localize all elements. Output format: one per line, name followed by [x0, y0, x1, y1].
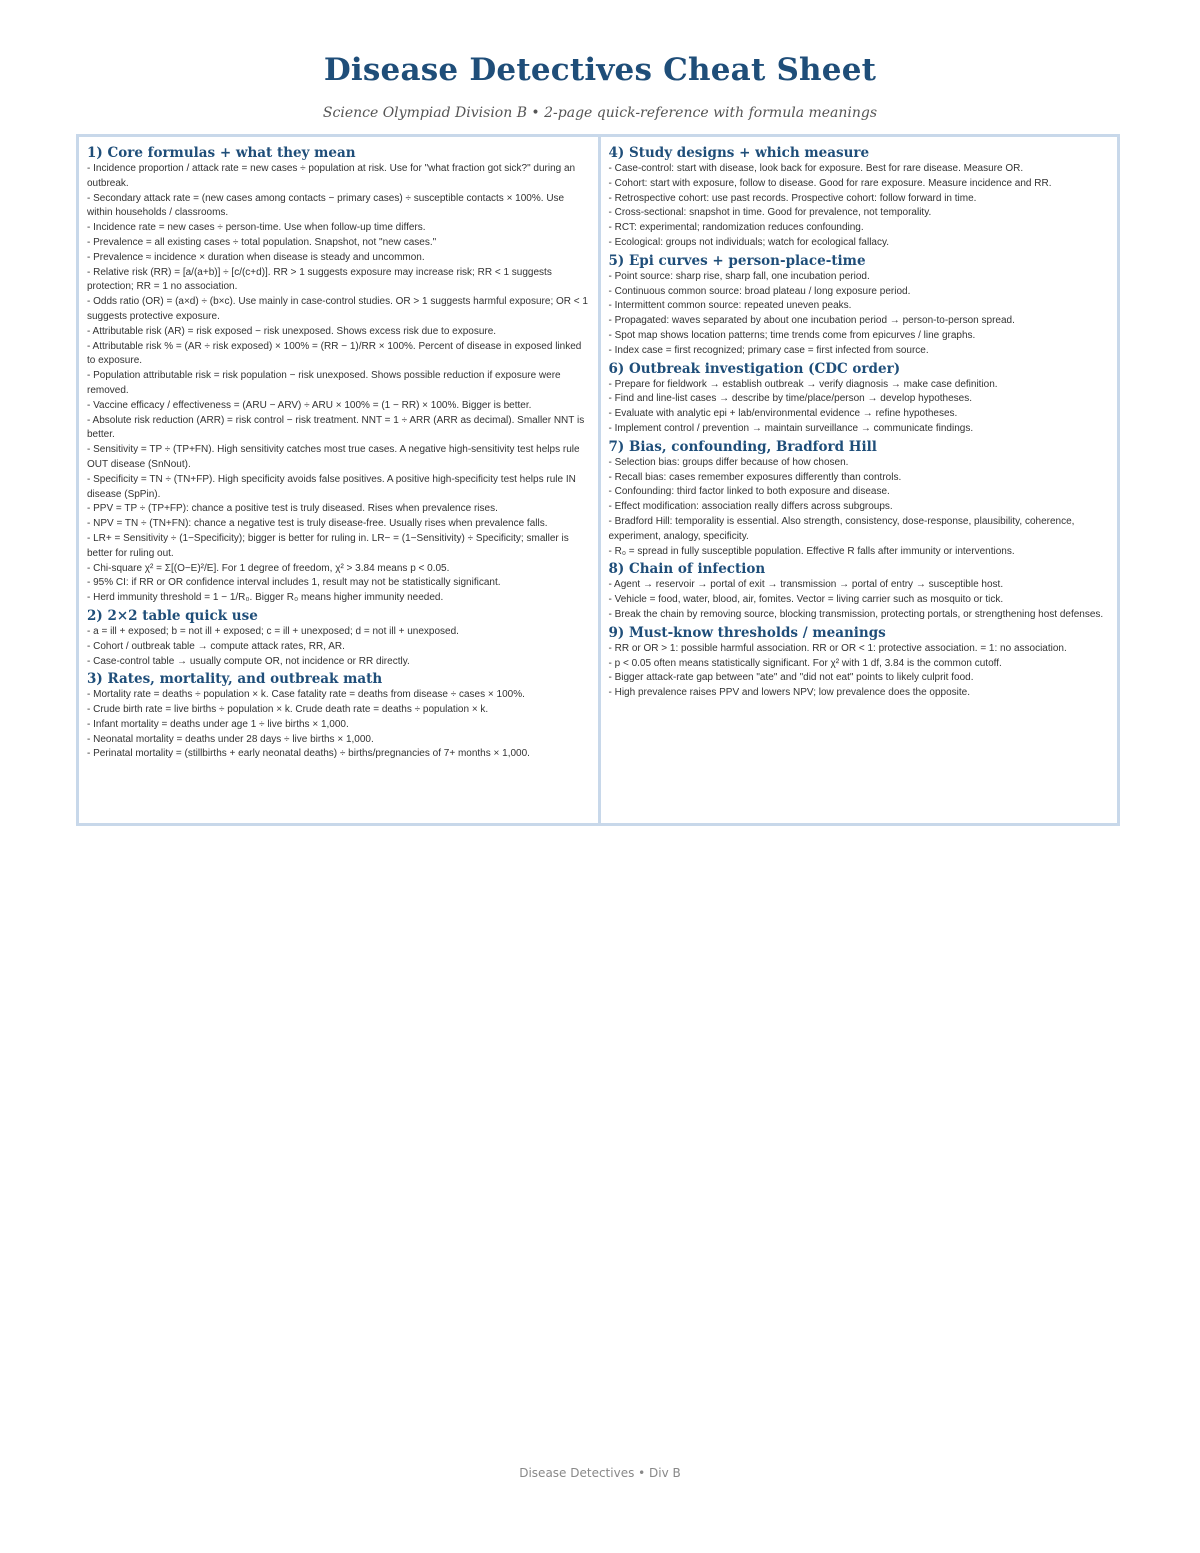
section-list — [609, 456, 1109, 560]
list-item: - Continuous common source: broad plateau / long exposure period. — [608, 285, 911, 297]
list-item: - Agent → reservoir → portal of exit → transmission → portal of entry → susceptible host. — [608, 579, 1004, 591]
list-item: - Find and line-list cases → describe by time/place/person → develop hypotheses. — [608, 393, 973, 405]
section-heading: 3) Rates, mortality, and outbreak math — [87, 671, 383, 688]
section — [609, 438, 1109, 560]
section-heading: 8) Chain of infection — [608, 561, 766, 578]
list-item: - Selection bias: groups differ because of how chosen. — [608, 456, 849, 468]
left-column — [79, 137, 601, 823]
list-item: - Secondary attack rate = (new cases among contacts − primary cases) ÷ susceptible contacts × 100%. Use within households / classrooms. — [87, 192, 565, 219]
list-item: - Retrospective cohort: use past records. Prospective cohort: follow forward in time. — [608, 192, 977, 204]
list-item: - R₀ = spread in fully susceptible population. Effective R falls after immunity or interventions. — [608, 545, 1015, 557]
section — [87, 144, 589, 606]
list-item: - RCT: experimental; randomization reduces confounding. — [608, 222, 864, 234]
page-footer: Disease Detectives • Div B — [519, 1466, 681, 1480]
section-list — [609, 642, 1109, 701]
section-heading: 5) Epi curves + person-place-time — [608, 252, 866, 269]
list-item: - Spot map shows location patterns; time trends come from epicurves / line graphs. — [608, 329, 976, 341]
section — [87, 607, 589, 669]
list-item: - Prevalence ≈ incidence × duration when disease is steady and uncommon. — [87, 251, 425, 263]
list-item: - Specificity = TN ÷ (TN+FP). High specificity avoids false positives. A positive high-specificity test helps rule IN disease (SpPin). — [87, 473, 576, 500]
list-item: - Perinatal mortality = (stillbirths + early neonatal deaths) ÷ births/pregnancies of 7+ months × 1,000. — [87, 748, 530, 760]
list-item: - Vaccine efficacy / effectiveness = (ARU − ARV) ÷ ARU × 100% = (1 − RR) × 100%. Bigger is better. — [87, 399, 532, 411]
list-item: - Chi-square χ² = Σ[(O−E)²/E]. For 1 degree of freedom, χ² > 3.84 means p < 0.05. — [87, 562, 450, 574]
list-item: - Case-control: start with disease, look back for exposure. Best for rare disease. Measure OR. — [608, 163, 1024, 174]
list-item: - Point source: sharp rise, sharp fall, one incubation period. — [608, 270, 870, 282]
list-item: - Incidence rate = new cases ÷ person-time. Use when follow-up time differs. — [87, 222, 426, 234]
list-item: - Propagated: waves separated by about one incubation period → person-to-person spread. — [608, 315, 1015, 327]
list-item: - Prevalence = all existing cases ÷ total population. Snapshot, not "new cases." — [87, 236, 437, 248]
section-list — [609, 270, 1109, 359]
list-item: - Absolute risk reduction (ARR) = risk control − risk treatment. NNT = 1 ÷ ARR (ARR as decimal). Smaller NNT is better. — [87, 414, 585, 441]
list-item: - Odds ratio (OR) = (a×d) ÷ (b×c). Use mainly in case-control studies. OR > 1 suggests harmful exposure; OR < 1 suggests protective exposure. — [87, 296, 588, 322]
list-item: - Cohort / outbreak table → compute attack rates, RR, AR. — [87, 640, 345, 652]
page-title: Disease Detectives Cheat Sheet — [323, 52, 877, 88]
section-heading: 2) 2×2 table quick use — [87, 607, 258, 624]
list-item: - Mortality rate = deaths ÷ population × k. Case fatality rate = deaths from disease ÷ cases × 100%. — [87, 689, 525, 701]
list-item: - Evaluate with analytic epi + lab/environmental evidence → refine hypotheses. — [608, 408, 958, 420]
list-item: - Bigger attack-rate gap between "ate" and "did not eat" points to likely culprit food. — [608, 672, 974, 684]
list-item: - Effect modification: association really differs across subgroups. — [608, 501, 893, 513]
section-heading: 9) Must-know thresholds / meanings — [608, 624, 886, 641]
list-item: - Sensitivity = TP ÷ (TP+FN). High sensitivity catches most true cases. A negative high-sensitivity test helps rule OUT disease (SnNout). — [87, 444, 580, 470]
list-item: - Vehicle = food, water, blood, air, fomites. Vector = living carrier such as mosquito or tick. — [608, 594, 1004, 606]
section-heading: 7) Bias, confounding, Bradford Hill — [608, 438, 877, 455]
right-column — [601, 137, 1118, 823]
list-item: - Implement control / prevention → maintain surveillance → communicate findings. — [608, 422, 974, 434]
list-item: - Relative risk (RR) = [a/(a+b)] ÷ [c/(c+d)]. RR > 1 suggests exposure may increase risk; RR < 1 suggests protection; RR = 1 no association. — [87, 266, 552, 293]
list-item: - NPV = TN ÷ (TN+FN): chance a negative test is truly disease-free. Usually rises when prevalence falls. — [87, 518, 548, 530]
section — [609, 360, 1109, 437]
list-item: - Ecological: groups not individuals; watch for ecological fallacy. — [608, 236, 890, 248]
list-item: - PPV = TP ÷ (TP+FP): chance a positive test is truly diseased. Rises when prevalence rises. — [87, 503, 498, 515]
list-item: - High prevalence raises PPV and lowers NPV; low prevalence does the opposite. — [608, 687, 970, 699]
list-item: - Cohort: start with exposure, follow to disease. Good for rare exposure. Measure incidence and RR. — [608, 177, 1052, 189]
section — [609, 560, 1109, 622]
section-heading: 1) Core formulas + what they mean — [87, 145, 356, 161]
list-item: - Intermittent common source: repeated uneven peaks. — [608, 300, 852, 312]
section-list — [609, 378, 1109, 437]
list-item: - Population attributable risk = risk population − risk unexposed. Shows possible reduction if exposure were removed. — [87, 370, 561, 396]
page-subtitle: Science Olympiad Division B • 2-page quick-reference with formula meanings — [322, 105, 878, 121]
list-item: - Recall bias: cases remember exposures differently than controls. — [608, 471, 902, 483]
list-item: - Cross-sectional: snapshot in time. Good for prevalence, not temporality. — [608, 207, 932, 219]
list-item: - Attributable risk % = (AR ÷ risk exposed) × 100% = (RR − 1)/RR × 100%. Percent of disease in exposed linked to exposure. — [87, 340, 582, 367]
list-item: - Infant mortality = deaths under age 1 ÷ live births × 1,000. — [87, 718, 349, 730]
list-item: - Attributable risk (AR) = risk exposed − risk unexposed. Shows excess risk due to exposure. — [87, 325, 497, 337]
list-item: - Neonatal mortality = deaths under 28 days ÷ live births × 1,000. — [87, 733, 374, 745]
list-item: - Case-control table → usually compute OR, not incidence or RR directly. — [87, 655, 410, 667]
list-item: - a = ill + exposed; b = not ill + exposed; c = ill + unexposed; d = not ill + unexposed. — [87, 625, 459, 637]
section — [609, 144, 1109, 251]
list-item: - 95% CI: if RR or OR confidence interval includes 1, result may not be statistically significant. — [87, 577, 501, 589]
section — [87, 670, 589, 762]
section-list — [87, 688, 589, 762]
list-item: - Incidence proportion / attack rate = new cases ÷ population at risk. Use for "what fraction got sick?" during an outbreak. — [87, 163, 576, 189]
section — [609, 252, 1109, 359]
list-item: - RR or OR > 1: possible harmful association. RR or OR < 1: protective association. = 1: no association. — [608, 642, 1067, 654]
section-heading: 6) Outbreak investigation (CDC order) — [608, 360, 901, 377]
list-item: - Crude birth rate = live births ÷ population × k. Crude death rate = deaths ÷ population × k. — [87, 704, 489, 716]
section-list — [87, 162, 589, 606]
list-item: - Break the chain by removing source, blocking transmission, protecting portals, or strengthening host defenses. — [608, 608, 1104, 620]
list-item: - Prepare for fieldwork → establish outbreak → verify diagnosis → make case definition. — [608, 378, 998, 390]
list-item: - LR+ = Sensitivity ÷ (1−Specificity); bigger is better for ruling in. LR− = (1−Sensitivity) ÷ Specificity; smaller is better for ruling out. — [87, 532, 569, 559]
section-heading: 4) Study designs + which measure — [608, 145, 870, 161]
section-list — [609, 578, 1109, 622]
list-item: - Confounding: third factor linked to both exposure and disease. — [608, 486, 890, 498]
list-item: - p < 0.05 often means statistically significant. For χ² with 1 df, 3.84 is the common cutoff. — [608, 657, 1002, 669]
section-list — [609, 162, 1109, 251]
section — [609, 624, 1109, 701]
list-item: - Bradford Hill: temporality is essential. Also strength, consistency, dose-response, plausibility, coherence, experiment, analogy, specificity. — [608, 515, 1075, 542]
list-item: - Herd immunity threshold = 1 − 1/R₀. Bigger R₀ means higher immunity needed. — [87, 592, 444, 604]
list-item: - Index case = first recognized; primary case = first infected from source. — [608, 344, 929, 356]
section-list — [87, 625, 589, 669]
cheat-sheet-table — [76, 134, 1120, 826]
